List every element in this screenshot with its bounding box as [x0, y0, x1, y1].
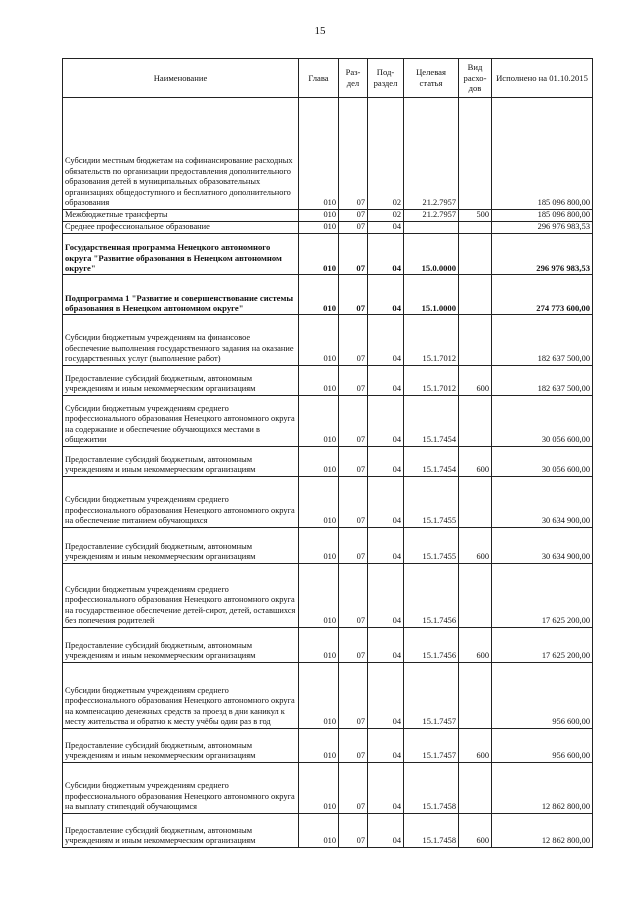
cell-amount: 185 096 800,00: [492, 210, 593, 222]
cell-name: Субсидии бюджетным учреждениям среднего профессионального образования Ненецкого автономного округа на компенсацию денежных средств за проезд в дни каникул к месту жительства и обратно к месту учёбы один раз в год: [63, 663, 299, 729]
cell-statya: 15.1.7458: [404, 814, 459, 848]
cell-name: Предоставление субсидий бюджетным, автономным учреждениям и иным некоммерческим организациям: [63, 528, 299, 564]
table-row: [63, 98, 593, 210]
cell-podrazdel: 04: [368, 477, 404, 528]
cell-glava: 010: [299, 477, 339, 528]
cell-glava: 010: [299, 396, 339, 447]
header-razdel: Раз-дел: [339, 59, 368, 98]
cell-glava: 010: [299, 315, 339, 366]
cell-glava: 010: [299, 729, 339, 763]
cell-vid: [459, 222, 492, 234]
cell-amount: 17 625 200,00: [492, 628, 593, 663]
cell-glava: 010: [299, 528, 339, 564]
header-name: Наименование: [63, 59, 299, 98]
table-row: [63, 447, 593, 477]
table-row: [63, 528, 593, 564]
cell-name: Предоставление субсидий бюджетным, автономным учреждениям и иным некоммерческим организациям: [63, 814, 299, 848]
budget-table: [62, 58, 593, 848]
cell-razdel: 07: [339, 222, 368, 234]
cell-statya: 15.1.7457: [404, 729, 459, 763]
cell-razdel: 07: [339, 528, 368, 564]
cell-amount: 12 862 800,00: [492, 763, 593, 814]
cell-statya: 15.1.0000: [404, 275, 459, 315]
cell-razdel: 07: [339, 477, 368, 528]
cell-razdel: 07: [339, 447, 368, 477]
cell-podrazdel: 04: [368, 628, 404, 663]
cell-razdel: 07: [339, 628, 368, 663]
cell-name: Субсидии бюджетным учреждениям среднего профессионального образования Ненецкого автономного округа на содержание и обеспечение обучающихся местами в общежитии: [63, 396, 299, 447]
cell-name: Субсидии бюджетным учреждениям на финансовое обеспечение выполнения государственного задания на оказание государственных услуг (выполнение работ): [63, 315, 299, 366]
cell-vid: [459, 275, 492, 315]
cell-podrazdel: 02: [368, 98, 404, 210]
cell-amount: 30 634 900,00: [492, 528, 593, 564]
cell-glava: 010: [299, 210, 339, 222]
cell-podrazdel: 04: [368, 729, 404, 763]
cell-podrazdel: 04: [368, 222, 404, 234]
table-body: [63, 98, 593, 848]
table-row: [63, 396, 593, 447]
cell-name: Субсидии бюджетным учреждениям среднего профессионального образования Ненецкого автономного округа на выплату стипендий обучающимся: [63, 763, 299, 814]
cell-name: Субсидии бюджетным учреждениям среднего профессионального образования Ненецкого автономного округа на государственное обеспечение детей-сирот, детей, оставшихся без попечения родителей: [63, 564, 299, 628]
cell-podrazdel: 04: [368, 234, 404, 275]
cell-name: Предоставление субсидий бюджетным, автономным учреждениям и иным некоммерческим организациям: [63, 366, 299, 396]
cell-razdel: 07: [339, 814, 368, 848]
cell-podrazdel: 04: [368, 447, 404, 477]
table-row: [63, 628, 593, 663]
cell-vid: [459, 234, 492, 275]
cell-vid: [459, 477, 492, 528]
table-row: [63, 210, 593, 222]
cell-glava: 010: [299, 814, 339, 848]
table-row: [63, 366, 593, 396]
cell-vid: 600: [459, 814, 492, 848]
table-header-row: [63, 59, 593, 98]
header-statya: Целевая статья: [404, 59, 459, 98]
table-row: [63, 729, 593, 763]
cell-name: Предоставление субсидий бюджетным, автономным учреждениям и иным некоммерческим организациям: [63, 628, 299, 663]
cell-vid: [459, 663, 492, 729]
cell-glava: 010: [299, 222, 339, 234]
cell-vid: [459, 763, 492, 814]
cell-statya: 15.1.7012: [404, 315, 459, 366]
cell-amount: 956 600,00: [492, 663, 593, 729]
cell-amount: 182 637 500,00: [492, 366, 593, 396]
cell-glava: 010: [299, 366, 339, 396]
cell-vid: [459, 396, 492, 447]
cell-amount: 956 600,00: [492, 729, 593, 763]
cell-amount: 30 056 600,00: [492, 396, 593, 447]
table-row: [63, 763, 593, 814]
cell-name: Предоставление субсидий бюджетным, автономным учреждениям и иным некоммерческим организациям: [63, 447, 299, 477]
cell-name: Межбюджетные трансферты: [63, 210, 299, 222]
cell-amount: 17 625 200,00: [492, 564, 593, 628]
cell-podrazdel: 04: [368, 814, 404, 848]
cell-razdel: 07: [339, 729, 368, 763]
cell-razdel: 07: [339, 564, 368, 628]
table-row: [63, 275, 593, 315]
cell-statya: 21.2.7957: [404, 210, 459, 222]
cell-glava: 010: [299, 628, 339, 663]
cell-glava: 010: [299, 447, 339, 477]
cell-razdel: 07: [339, 366, 368, 396]
table-row: [63, 315, 593, 366]
cell-statya: 15.1.7456: [404, 564, 459, 628]
cell-vid: 600: [459, 729, 492, 763]
cell-glava: 010: [299, 98, 339, 210]
cell-vid: [459, 315, 492, 366]
cell-vid: 600: [459, 528, 492, 564]
cell-statya: 15.1.7012: [404, 366, 459, 396]
cell-razdel: 07: [339, 210, 368, 222]
cell-name: Государственная программа Ненецкого автономного округа "Развитие образования в Ненецком автономном округе": [63, 234, 299, 275]
cell-glava: 010: [299, 275, 339, 315]
cell-razdel: 07: [339, 763, 368, 814]
cell-razdel: 07: [339, 98, 368, 210]
cell-statya: 15.1.7455: [404, 477, 459, 528]
cell-glava: 010: [299, 564, 339, 628]
cell-amount: 296 976 983,53: [492, 234, 593, 275]
cell-podrazdel: 04: [368, 396, 404, 447]
cell-razdel: 07: [339, 234, 368, 275]
cell-statya: 21.2.7957: [404, 98, 459, 210]
table-row: [63, 477, 593, 528]
cell-amount: 274 773 600,00: [492, 275, 593, 315]
cell-podrazdel: 04: [368, 528, 404, 564]
table-row: [63, 564, 593, 628]
cell-podrazdel: 04: [368, 315, 404, 366]
cell-statya: 15.1.7454: [404, 447, 459, 477]
cell-name: Предоставление субсидий бюджетным, автономным учреждениям и иным некоммерческим организациям: [63, 729, 299, 763]
cell-vid: 600: [459, 628, 492, 663]
header-executed: Исполнено на 01.10.2015: [492, 59, 593, 98]
cell-razdel: 07: [339, 663, 368, 729]
cell-podrazdel: 04: [368, 564, 404, 628]
cell-name: Субсидии бюджетным учреждениям среднего профессионального образования Ненецкого автономного округа на обеспечение питанием обучающихся: [63, 477, 299, 528]
cell-amount: 185 096 800,00: [492, 98, 593, 210]
table-row: [63, 222, 593, 234]
table-row: [63, 234, 593, 275]
cell-amount: 296 976 983,53: [492, 222, 593, 234]
cell-statya: 15.1.7457: [404, 663, 459, 729]
cell-amount: 30 634 900,00: [492, 477, 593, 528]
cell-podrazdel: 02: [368, 210, 404, 222]
page-number: 15: [314, 25, 326, 37]
cell-razdel: 07: [339, 275, 368, 315]
cell-podrazdel: 04: [368, 366, 404, 396]
cell-vid: 500: [459, 210, 492, 222]
cell-name: Субсидии местным бюджетам на софинансирование расходных обязательств по организации предоставления дополнительного образования детей в муниципальных образовательных организациях общедоступного и бесплатного дополнительного образования: [63, 98, 299, 210]
table-row: [63, 663, 593, 729]
cell-statya: 15.1.7456: [404, 628, 459, 663]
cell-podrazdel: 04: [368, 763, 404, 814]
header-glava: Глава: [299, 59, 339, 98]
header-podrazdel: Под-раздел: [368, 59, 404, 98]
cell-glava: 010: [299, 234, 339, 275]
cell-vid: 600: [459, 366, 492, 396]
cell-vid: 600: [459, 447, 492, 477]
cell-name: Среднее профессиональное образование: [63, 222, 299, 234]
cell-statya: [404, 222, 459, 234]
cell-statya: 15.0.0000: [404, 234, 459, 275]
cell-vid: [459, 98, 492, 210]
cell-amount: 12 862 800,00: [492, 814, 593, 848]
cell-vid: [459, 564, 492, 628]
cell-statya: 15.1.7458: [404, 763, 459, 814]
table-row: [63, 814, 593, 848]
cell-podrazdel: 04: [368, 275, 404, 315]
cell-amount: 182 637 500,00: [492, 315, 593, 366]
cell-statya: 15.1.7455: [404, 528, 459, 564]
cell-amount: 30 056 600,00: [492, 447, 593, 477]
cell-glava: 010: [299, 763, 339, 814]
cell-statya: 15.1.7454: [404, 396, 459, 447]
cell-razdel: 07: [339, 396, 368, 447]
cell-razdel: 07: [339, 315, 368, 366]
cell-glava: 010: [299, 663, 339, 729]
cell-name: Подпрограмма 1 "Развитие и совершенствование системы образования в Ненецком автономном округе": [63, 275, 299, 315]
header-vid: Вид расхо-дов: [459, 59, 492, 98]
cell-podrazdel: 04: [368, 663, 404, 729]
